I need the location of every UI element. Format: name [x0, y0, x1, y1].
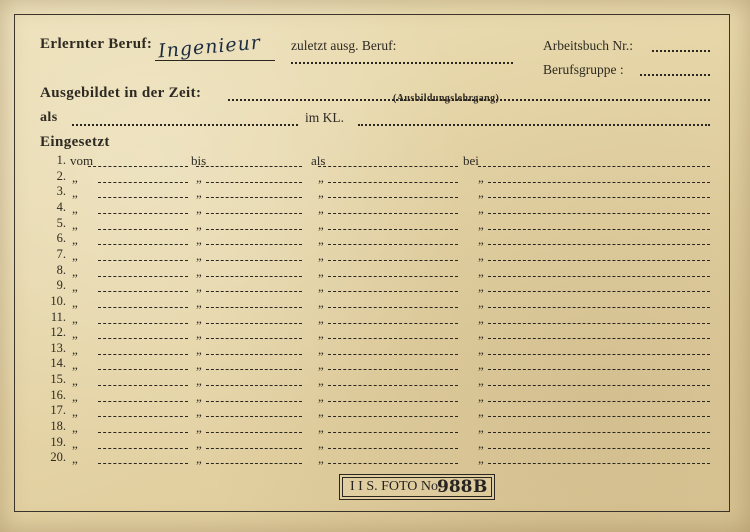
entry-rule-bei	[488, 448, 710, 449]
ditto-mark: „	[72, 404, 78, 420]
ditto-mark: „	[196, 247, 202, 263]
entry-rule-vom	[98, 291, 188, 292]
entry-rule-bis	[206, 432, 302, 433]
ditto-mark: „	[196, 435, 202, 451]
entry-rule-vom	[98, 182, 188, 183]
entry-rule-vom	[98, 260, 188, 261]
entry-rule-als	[328, 354, 458, 355]
ditto-mark: „	[196, 185, 202, 201]
row-number: 1.	[56, 153, 66, 167]
ditto-mark: „	[72, 263, 78, 279]
ditto-mark: „	[318, 326, 324, 342]
entry-rule-bei	[488, 416, 710, 417]
ditto-mark: „	[196, 451, 202, 467]
ditto-mark: „	[478, 404, 484, 420]
row-number: 18.	[50, 419, 66, 434]
row-number: 2.	[56, 168, 66, 183]
ditto-mark: „	[196, 263, 202, 279]
entry-rule-als	[328, 291, 458, 292]
row-number: 7.	[56, 246, 66, 261]
entry-rule-vom	[98, 369, 188, 370]
entry-rule-vom	[98, 276, 188, 277]
entry-rule-als	[328, 463, 458, 464]
ditto-mark: „	[72, 216, 78, 232]
entry-rule-bei	[488, 197, 710, 198]
ditto-mark: „	[196, 341, 202, 357]
ditto-mark: „	[318, 451, 324, 467]
row-number: 14.	[50, 356, 66, 371]
row-number: 17.	[50, 403, 66, 418]
ditto-mark: „	[478, 357, 484, 373]
entry-rule-vom	[98, 385, 188, 386]
ditto-mark: „	[72, 200, 78, 216]
entry-rule-vom	[98, 323, 188, 324]
entry-rule-als	[328, 338, 458, 339]
im-kl-rule	[358, 124, 710, 126]
entry-rule-vom	[98, 432, 188, 433]
entry-rule-bei	[488, 260, 710, 261]
ausgebildet-label: Ausgebildet in der Zeit:	[40, 85, 202, 101]
ditto-mark: „	[72, 388, 78, 404]
ditto-mark: „	[196, 216, 202, 232]
entry-rule-als	[328, 432, 458, 433]
ditto-mark: „	[318, 373, 324, 389]
entry-rule-vom	[98, 197, 188, 198]
entry-rule-als	[328, 213, 458, 214]
entry-rule-bis	[206, 354, 302, 355]
ausbildungslehrgang-label: (Ausbildungslehrgang)	[393, 93, 500, 104]
row-number: 11.	[50, 309, 66, 324]
row-number: 12.	[50, 325, 66, 340]
entry-rule-als	[328, 197, 458, 198]
entry-rule-als	[328, 448, 458, 449]
row-number: 13.	[50, 340, 66, 355]
ditto-mark: „	[318, 435, 324, 451]
row-number: 8.	[56, 262, 66, 277]
entry-rule-bis	[206, 369, 302, 370]
entry-rule-bei	[488, 229, 710, 230]
ditto-mark: „	[478, 247, 484, 263]
ditto-mark: „	[318, 169, 324, 185]
entry-rule-als	[328, 323, 458, 324]
entry-rule-bis	[206, 260, 302, 261]
ditto-mark: „	[478, 294, 484, 310]
row-number: 16.	[50, 387, 66, 402]
arbeitsbuch-nr-label: Arbeitsbuch Nr.:	[543, 38, 633, 53]
ditto-mark: „	[478, 263, 484, 279]
entry-rule-als	[328, 182, 458, 183]
row-number: 19.	[50, 434, 66, 449]
entry-rule-vom	[98, 416, 188, 417]
column-header-bei: bei	[463, 153, 479, 168]
ditto-mark: „	[72, 247, 78, 263]
ditto-mark: „	[196, 232, 202, 248]
photo-stamp-prefix: I I S. FOTO No.	[350, 479, 442, 494]
entry-rule-als	[328, 307, 458, 308]
entry-rule-bis	[206, 307, 302, 308]
entry-rule-bei	[488, 401, 710, 402]
entry-rule-bis	[206, 416, 302, 417]
zuletzt-ausg-beruf-rule	[291, 62, 513, 64]
entry-rule-vom	[98, 244, 188, 245]
ditto-mark: „	[72, 451, 78, 467]
ditto-mark: „	[196, 420, 202, 436]
ditto-mark: „	[196, 404, 202, 420]
entry-rule-bis	[206, 244, 302, 245]
entry-rule-bei	[488, 369, 710, 370]
entry-rule-als	[328, 276, 458, 277]
entry-rule-als	[328, 385, 458, 386]
entry-rule-bis	[206, 463, 302, 464]
row-number: 5.	[56, 215, 66, 230]
entry-rule-vom	[98, 401, 188, 402]
ditto-mark: „	[318, 263, 324, 279]
row-number: 20.	[50, 450, 66, 465]
entry-rule-bis	[206, 385, 302, 386]
entry-rule-bei	[478, 166, 710, 167]
entry-rule-bis	[206, 291, 302, 292]
entry-rule-bis	[206, 197, 302, 198]
row-number: 6.	[56, 231, 66, 246]
row-number: 15.	[50, 372, 66, 387]
entry-rule-bis	[206, 323, 302, 324]
ditto-mark: „	[478, 373, 484, 389]
ditto-mark: „	[196, 388, 202, 404]
als-label: als	[40, 110, 58, 125]
entry-rule-bei	[488, 276, 710, 277]
entry-rule-bis	[206, 401, 302, 402]
ditto-mark: „	[318, 216, 324, 232]
column-header-vom: vom	[70, 153, 94, 168]
entry-rule-bei	[488, 307, 710, 308]
ditto-mark: „	[478, 341, 484, 357]
ditto-mark: „	[72, 326, 78, 342]
ditto-mark: „	[318, 341, 324, 357]
als-rule	[72, 124, 298, 126]
entry-rule-als	[328, 401, 458, 402]
erlernter-beruf-label: Erlernter Beruf:	[40, 36, 153, 52]
entry-rule-bei	[488, 338, 710, 339]
entry-rule-als	[328, 416, 458, 417]
ditto-mark: „	[72, 169, 78, 185]
entry-rule-bei	[488, 213, 710, 214]
ditto-mark: „	[318, 294, 324, 310]
ditto-mark: „	[72, 357, 78, 373]
entry-rule-bis	[206, 276, 302, 277]
ditto-mark: „	[318, 404, 324, 420]
entry-rule-bei	[488, 432, 710, 433]
ditto-mark: „	[318, 185, 324, 201]
ditto-mark: „	[318, 247, 324, 263]
entry-rule-bis	[206, 182, 302, 183]
ditto-mark: „	[72, 232, 78, 248]
ditto-mark: „	[318, 420, 324, 436]
entry-rule-bei	[488, 182, 710, 183]
row-number: 10.	[50, 293, 66, 308]
entry-rule-vom	[98, 448, 188, 449]
ditto-mark: „	[318, 388, 324, 404]
ditto-mark: „	[318, 357, 324, 373]
ditto-mark: „	[72, 435, 78, 451]
ditto-mark: „	[72, 294, 78, 310]
ditto-mark: „	[478, 435, 484, 451]
ditto-mark: „	[318, 310, 324, 326]
ditto-mark: „	[318, 232, 324, 248]
entry-rule-vom	[98, 354, 188, 355]
entry-rule-bei	[488, 244, 710, 245]
entry-rule-als	[318, 166, 458, 167]
ditto-mark: „	[478, 451, 484, 467]
entry-rule-bei	[488, 463, 710, 464]
ditto-mark: „	[478, 420, 484, 436]
entry-rule-bis	[206, 338, 302, 339]
ditto-mark: „	[478, 169, 484, 185]
column-header-bis: bis	[191, 153, 207, 168]
photo-stamp-suffix: B	[473, 477, 488, 497]
photo-stamp	[339, 474, 495, 500]
entry-rule-vom	[98, 229, 188, 230]
ditto-mark: „	[196, 169, 202, 185]
entry-rule-als	[328, 229, 458, 230]
ditto-mark: „	[478, 310, 484, 326]
entry-rule-bei	[488, 385, 710, 386]
ditto-mark: „	[478, 200, 484, 216]
entry-rule-vom	[98, 213, 188, 214]
entry-rule-vom	[98, 463, 188, 464]
entry-rule-bis	[206, 213, 302, 214]
ditto-mark: „	[72, 341, 78, 357]
ditto-mark: „	[478, 185, 484, 201]
row-number: 3.	[56, 184, 66, 199]
ditto-mark: „	[196, 373, 202, 389]
berufsgruppe-label: Berufsgruppe :	[543, 62, 624, 77]
ditto-mark: „	[72, 185, 78, 201]
eingesetzt-label: Eingesetzt	[40, 134, 110, 150]
berufsgruppe-rule	[640, 74, 710, 76]
entry-rule-bei	[488, 291, 710, 292]
zuletzt-ausg-beruf-label: zuletzt ausg. Beruf:	[291, 38, 397, 53]
entry-rule-vom	[98, 338, 188, 339]
ditto-mark: „	[318, 279, 324, 295]
ditto-mark: „	[196, 200, 202, 216]
entry-rule-bei	[488, 354, 710, 355]
ditto-mark: „	[196, 310, 202, 326]
ditto-mark: „	[478, 279, 484, 295]
entry-rule-bis	[196, 166, 302, 167]
ditto-mark: „	[196, 294, 202, 310]
ditto-mark: „	[196, 326, 202, 342]
row-number: 4.	[56, 199, 66, 214]
entry-rule-als	[328, 260, 458, 261]
photo-stamp-number: 988	[437, 477, 473, 497]
ditto-mark: „	[478, 388, 484, 404]
ditto-mark: „	[72, 420, 78, 436]
entry-rule-bis	[206, 448, 302, 449]
entry-rule-vom	[88, 166, 188, 167]
entry-rule-bei	[488, 323, 710, 324]
ditto-mark: „	[196, 357, 202, 373]
ditto-mark: „	[196, 279, 202, 295]
entry-rule-bis	[206, 229, 302, 230]
entry-rule-als	[328, 244, 458, 245]
ditto-mark: „	[478, 326, 484, 342]
column-header-als: als	[311, 153, 326, 168]
entry-rule-als	[328, 369, 458, 370]
entry-rule-vom	[98, 307, 188, 308]
ditto-mark: „	[72, 279, 78, 295]
erlernter-beruf-value: Ingenieur	[157, 31, 262, 63]
ditto-mark: „	[72, 373, 78, 389]
ditto-mark: „	[478, 232, 484, 248]
row-number: 9.	[56, 278, 66, 293]
arbeitsbuch-nr-rule	[652, 50, 710, 52]
im-kl-label: im KL.	[305, 110, 344, 125]
ditto-mark: „	[478, 216, 484, 232]
ditto-mark: „	[72, 310, 78, 326]
ditto-mark: „	[318, 200, 324, 216]
